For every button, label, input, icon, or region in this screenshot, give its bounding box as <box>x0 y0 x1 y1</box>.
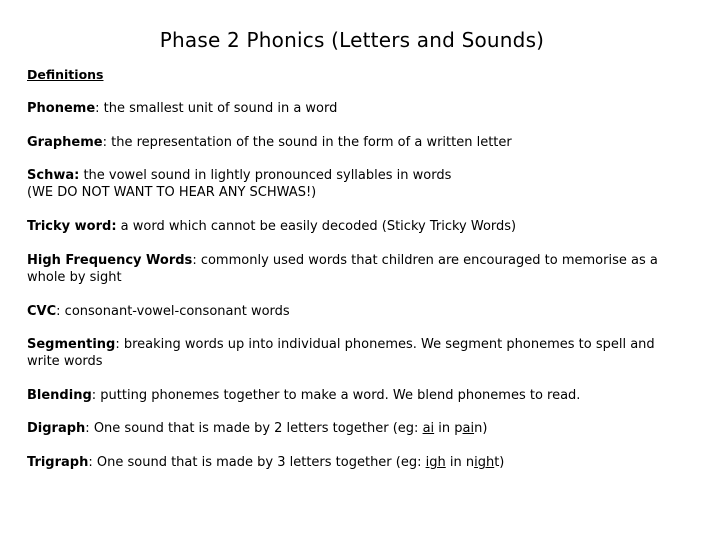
definition-text: One sound that is made by 3 letters together (eg: <box>92 455 426 470</box>
definition-text: breaking words up into individual phonemes. We segment phonemes to spell and write words <box>27 337 655 369</box>
definition-text: commonly used words that children are encouraged to memorise as a whole by sight <box>27 253 658 285</box>
definitions-heading: Definitions <box>27 67 104 82</box>
term-phoneme: Phoneme <box>27 101 96 116</box>
term-separator: : <box>115 337 120 352</box>
term-separator: : <box>102 135 107 150</box>
example-grapheme-in-word: ai <box>462 421 475 436</box>
definition-text: the vowel sound in lightly pronounced syllables in words <box>79 168 452 183</box>
term-trigraph: Trigraph <box>27 455 89 470</box>
definition-cvc <box>27 303 687 320</box>
example-grapheme: igh <box>425 455 446 470</box>
definition-text: One sound that is made by 2 letters together (eg: <box>89 421 423 436</box>
definition-trigraph <box>27 454 687 471</box>
term-high-frequency-words: High Frequency Words <box>27 253 193 268</box>
term-separator: : <box>95 101 100 116</box>
page-title: Phase 2 Phonics (Letters and Sounds) <box>159 28 545 52</box>
definition-schwa <box>27 167 687 201</box>
term-digraph: Digraph <box>27 421 86 436</box>
definition-text: consonant-vowel-consonant words <box>60 304 290 319</box>
term-grapheme: Grapheme <box>27 135 103 150</box>
definition-digraph <box>27 420 687 437</box>
definition-text: in p <box>434 421 463 436</box>
term-separator: : <box>56 304 61 319</box>
definition-phoneme <box>27 100 687 117</box>
definition-grapheme <box>27 134 687 151</box>
term-tricky-word: Tricky word: <box>27 219 117 234</box>
definition-tricky-word <box>27 218 687 235</box>
definition-text: n) <box>474 421 488 436</box>
definition-blending <box>27 387 687 404</box>
definition-segmenting <box>27 336 687 370</box>
term-segmenting: Segmenting <box>27 337 116 352</box>
term-separator: : <box>91 388 97 403</box>
definition-text: a word which cannot be easily decoded (Sticky Tricky Words) <box>116 219 517 234</box>
term-separator: : <box>85 421 90 436</box>
term-schwa: Schwa: <box>27 168 80 183</box>
example-grapheme-in-word: igh <box>474 455 495 470</box>
definition-text: the smallest unit of sound in a word <box>99 101 338 116</box>
definition-high-frequency-words <box>27 252 687 286</box>
term-separator: : <box>192 253 197 268</box>
term-cvc: CVC <box>27 304 57 319</box>
definition-text: t) <box>494 455 505 470</box>
definition-text: putting phonemes together to make a word. We blend phonemes to read. <box>96 388 581 403</box>
definition-text: the representation of the sound in the form of a written letter <box>107 135 512 150</box>
example-grapheme: ai <box>422 421 435 436</box>
definition-text: in n <box>445 455 475 470</box>
term-blending: Blending <box>27 388 92 403</box>
term-separator: : <box>88 455 93 470</box>
definition-text-line2: (WE DO NOT WANT TO HEAR ANY SCHWAS!) <box>27 185 317 200</box>
